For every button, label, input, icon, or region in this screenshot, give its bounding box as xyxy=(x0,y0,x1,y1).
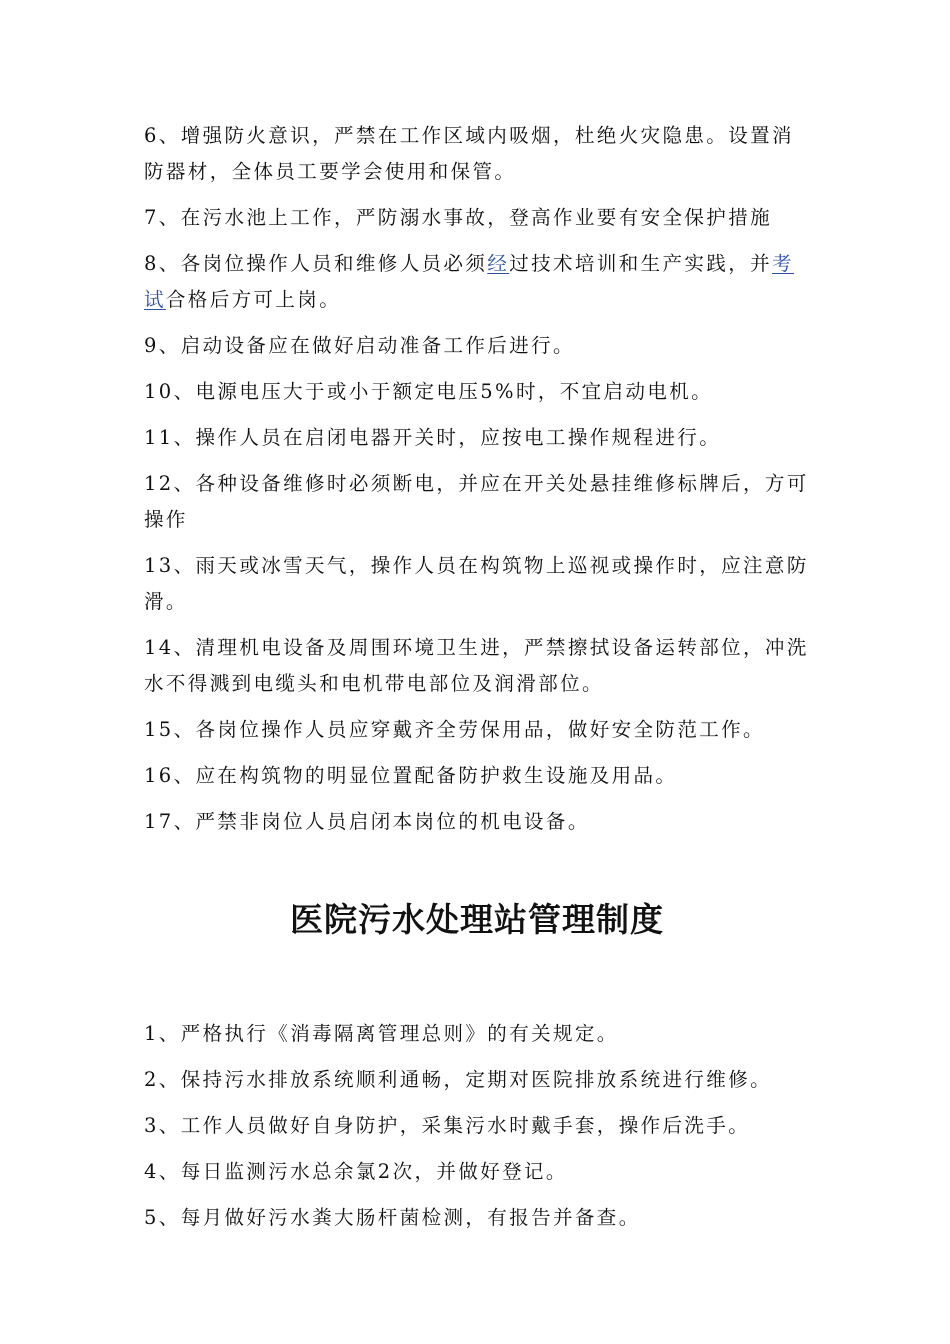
list-item: 14、清理机电设备及周围环境卫生进，严禁擦拭设备运转部位，冲洗水不得溅到电缆头和电机带电部位及润滑部位。 xyxy=(144,636,809,695)
section-title: 医院污水处理站管理制度 xyxy=(290,900,664,939)
item-text: 合格后方可上岗。 xyxy=(165,288,342,311)
item-text: 过技术培训和生产实践，并 xyxy=(509,252,773,275)
document-page xyxy=(144,118,810,1246)
list-item: 15、各岗位操作人员应穿戴齐全劳保用品，做好安全防范工作。 xyxy=(144,718,765,741)
item-text: 8、各岗位操作人员和维修人员必须 xyxy=(144,252,488,275)
list-item: 11、操作人员在启闭电器开关时，应按电工操作规程进行。 xyxy=(144,426,722,449)
list-item: 12、各种设备维修时必须断电，并应在开关处悬挂维修标牌后，方可操作 xyxy=(144,472,809,531)
list-item: 16、应在构筑物的明显位置配备防护救生设施及用品。 xyxy=(144,764,678,787)
list-item: 17、严禁非岗位人员启闭本岗位的机电设备。 xyxy=(144,810,590,833)
list-item: 6、增强防火意识，严禁在工作区域内吸烟，杜绝火灾隐患。设置消防器材，全体员工要学会使用和保管。 xyxy=(144,124,794,183)
management-rules-list xyxy=(144,1016,810,1236)
list-item: 9、启动设备应在做好启动准备工作后进行。 xyxy=(144,334,575,357)
list-item: 2、保持污水排放系统顺利通畅，定期对医院排放系统进行维修。 xyxy=(144,1068,773,1091)
hyperlink-jing[interactable]: 经 xyxy=(487,252,510,275)
safety-rules-list xyxy=(144,118,810,840)
list-item: 7、在污水池上工作，严防溺水事故，登高作业要有安全保护措施 xyxy=(144,206,773,229)
list-item: 5、每月做好污水粪大肠杆菌检测，有报告并备查。 xyxy=(144,1206,641,1229)
list-item: 3、工作人员做好自身防护，采集污水时戴手套，操作后洗手。 xyxy=(144,1114,751,1137)
list-item xyxy=(144,246,810,318)
list-item: 13、雨天或冰雪天气，操作人员在构筑物上巡视或操作时，应注意防滑。 xyxy=(144,554,809,613)
list-item: 4、每日监测污水总余氯2次，并做好登记。 xyxy=(144,1160,568,1183)
hyperlink-kaoshi[interactable]: 考试 xyxy=(144,252,794,311)
list-item: 10、电源电压大于或小于额定电压5%时，不宜启动电机。 xyxy=(144,380,714,403)
list-item: 1、严格执行《消毒隔离管理总则》的有关规定。 xyxy=(144,1022,619,1045)
